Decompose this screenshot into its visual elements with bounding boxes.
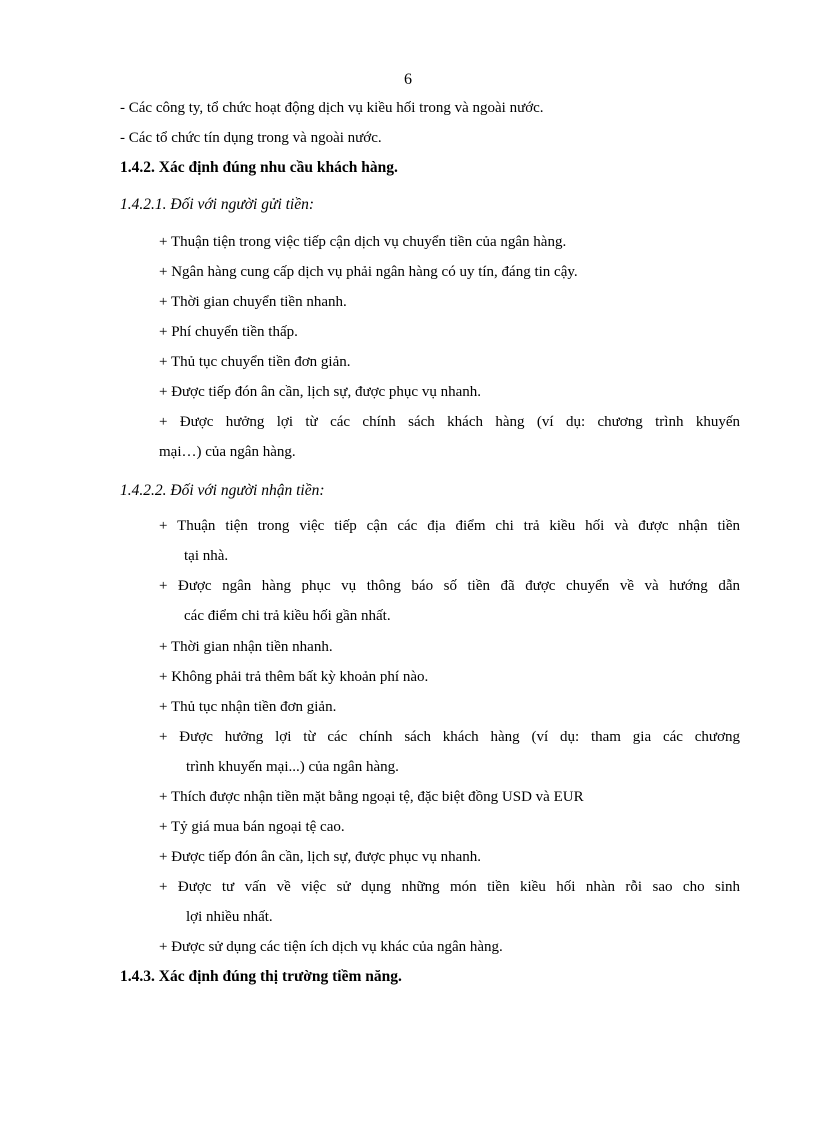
receiver-need-item-continuation: lợi nhiều nhất. — [186, 909, 273, 925]
intro-item: - Các công ty, tổ chức hoạt động dịch vụ kiều hối trong và ngoài nước. — [120, 100, 544, 116]
sender-need-item-continuation: mại…) của ngân hàng. — [159, 444, 296, 460]
receiver-need-item: + Thủ tục nhận tiền đơn giản. — [159, 699, 337, 715]
receiver-need-item: + Được sử dụng các tiện ích dịch vụ khác của ngân hàng. — [159, 939, 503, 955]
receiver-need-item-continuation: trình khuyến mại...) của ngân hàng. — [186, 759, 399, 775]
receiver-need-item: + Được ngân hàng phục vụ thông báo số tiền đã được chuyển về và hướng dẫn — [159, 578, 740, 594]
sender-need-item: + Thời gian chuyển tiền nhanh. — [159, 294, 347, 310]
receiver-need-item: + Thời gian nhận tiền nhanh. — [159, 639, 333, 655]
sender-need-item: + Được tiếp đón ân cần, lịch sự, được phục vụ nhanh. — [159, 384, 481, 400]
receiver-need-item: + Thuận tiện trong việc tiếp cận các địa điểm chi trả kiều hối và được nhận tiền — [159, 518, 740, 534]
section-heading-1-4-3: 1.4.3. Xác định đúng thị trường tiềm năng. — [120, 968, 402, 985]
receiver-need-item: + Được tư vấn về việc sử dụng những món tiền kiều hối nhàn rỗi sao cho sinh — [159, 879, 740, 895]
sender-need-item: + Ngân hàng cung cấp dịch vụ phải ngân hàng có uy tín, đáng tin cậy. — [159, 264, 578, 280]
receiver-need-item: + Được hưởng lợi từ các chính sách khách hàng (ví dụ: tham gia các chương — [159, 729, 740, 745]
sender-need-item: + Phí chuyển tiền thấp. — [159, 324, 298, 340]
page-number: 6 — [404, 71, 412, 88]
sender-need-item: + Thuận tiện trong việc tiếp cận dịch vụ chuyển tiền của ngân hàng. — [159, 234, 567, 250]
section-heading-1-4-2: 1.4.2. Xác định đúng nhu cầu khách hàng. — [120, 159, 398, 176]
receiver-need-item: + Được tiếp đón ân cần, lịch sự, được phục vụ nhanh. — [159, 849, 481, 865]
receiver-need-item: + Không phải trả thêm bất kỳ khoản phí nào. — [159, 669, 429, 685]
subsection-heading-receiver: 1.4.2.2. Đối với người nhận tiền: — [120, 482, 325, 499]
receiver-need-item-continuation: các điểm chi trả kiều hối gần nhất. — [184, 608, 391, 624]
receiver-need-item: + Thích được nhận tiền mặt bằng ngoại tệ, đặc biệt đồng USD và EUR — [159, 789, 584, 805]
receiver-need-item-continuation: tại nhà. — [184, 548, 229, 564]
sender-need-item: + Thủ tục chuyển tiền đơn giản. — [159, 354, 351, 370]
receiver-need-item: + Tỷ giá mua bán ngoại tệ cao. — [159, 819, 345, 835]
intro-item: - Các tổ chức tín dụng trong và ngoài nước. — [120, 130, 382, 146]
subsection-heading-sender: 1.4.2.1. Đối với người gửi tiền: — [120, 196, 315, 213]
sender-need-item: + Được hưởng lợi từ các chính sách khách hàng (ví dụ: chương trình khuyến — [159, 414, 740, 430]
